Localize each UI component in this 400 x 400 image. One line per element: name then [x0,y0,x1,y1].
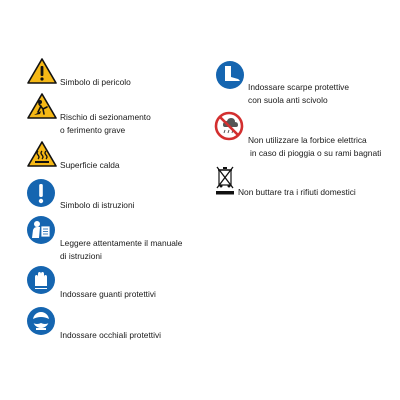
symbol-label: Simbolo di pericolo [60,77,131,87]
symbol-label: Indossare scarpe protettive con suola anti scivolo [248,82,350,105]
safety-boots-icon [215,60,245,90]
symbol-label: Simbolo di istruzioni [60,200,135,210]
symbol-label: Non utilizzare la forbice elettrica in caso di pioggia o su rami bagnati [248,135,382,158]
symbol-label: Non buttare tra i rifiuti domestici [238,187,356,197]
symbol-label: Leggere attentamente il manuale di istruzioni [60,238,183,261]
symbol-label: Rischio di sezionamento o ferimento grave [60,112,151,135]
goggles-icon [26,306,56,336]
symbol-label: Superficie calda [60,160,120,170]
hot-surface-icon [27,141,57,167]
weee-crossed-bin-icon [215,165,235,195]
symbol-label: Indossare occhiali protettivi [60,330,162,340]
read-manual-icon [26,215,56,245]
cutting-hazard-icon [27,93,57,119]
instruction-exclamation-icon [26,178,56,208]
symbol-label: Indossare guanti protettivi [60,289,156,299]
warning-triangle-icon [27,58,57,84]
gloves-icon [26,265,56,295]
no-rain-icon [214,111,244,141]
